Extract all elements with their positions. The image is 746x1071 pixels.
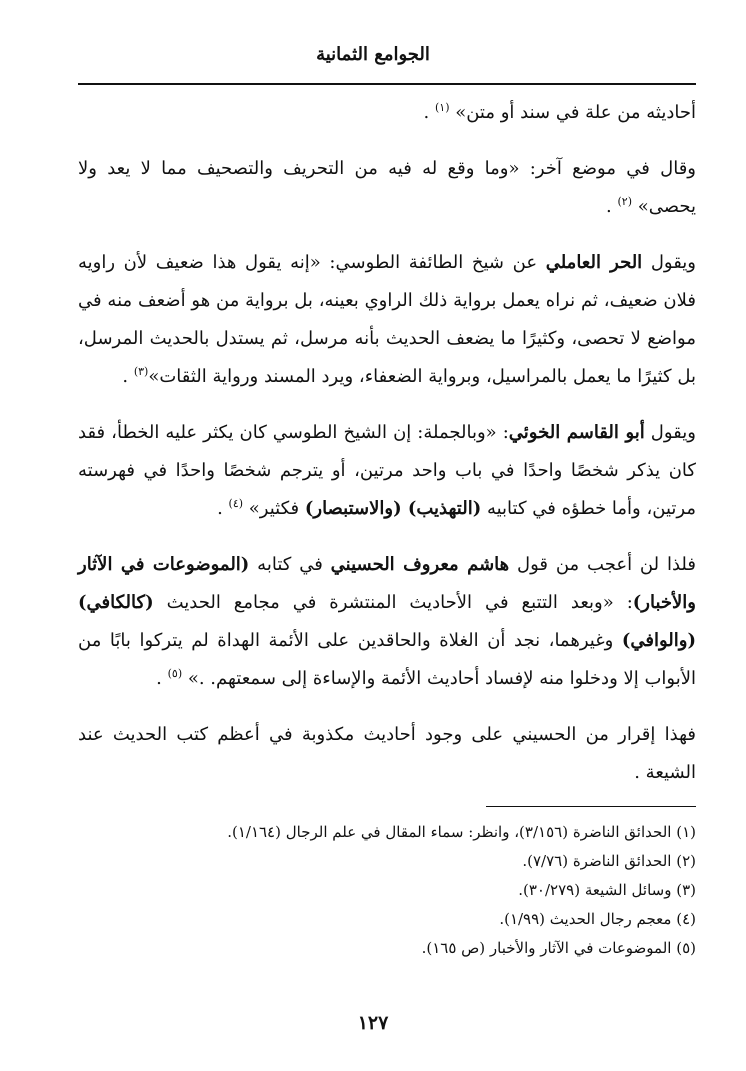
text-segment: ويقول: [642, 252, 696, 273]
text-segment: أحاديثه من علة في سند أو متن»: [449, 102, 696, 123]
book-title: (الموضوعات في الآثار والأخبار): [78, 554, 696, 613]
text-segment: فلذا لن أعجب من قول: [509, 554, 696, 575]
footnotes: [136, 818, 696, 963]
paragraph-6: [78, 716, 696, 792]
footnote-ref-3[interactable]: (٣): [133, 365, 149, 378]
footnote-ref-5[interactable]: (٥): [167, 667, 183, 680]
book-titles: (التهذيب) (والاستبصار): [304, 498, 482, 519]
author-name-hashim: هاشم معروف الحسيني: [330, 554, 510, 575]
footnote-3: (٣) وسائل الشيعة (٣٠/٢٧٩).: [518, 881, 696, 899]
text-segment: وقال في موضع آخر: «وما وقع له فيه من التحريف والتصحيف مما لا يعد ولا يحصى»: [78, 158, 696, 217]
text-segment: في كتابه: [249, 554, 331, 575]
paragraph-5: [78, 546, 696, 698]
paragraph-3: [78, 244, 696, 396]
footnote-separator: [486, 806, 696, 807]
footnote-ref-1[interactable]: (١): [434, 101, 450, 114]
text-segment: .: [217, 498, 229, 519]
quote-text: : «وبعد التتبع في الأحاديث المنتشرة في مجامع الحديث: [153, 592, 633, 613]
text-segment: ويقول: [644, 422, 696, 443]
text-segment: .: [423, 102, 435, 123]
page-number: ١٢٧: [357, 1012, 389, 1034]
quote-text: وغيرهما، نجد أن الغلاة والحاقدين على الأئمة الهداة لم يتركوا بابًا من الأبواب إلا ودخلوا منه لإفساد أحاديث الأئمة والإساءة إلى سمعتهم. .»: [78, 630, 696, 689]
text-segment: فهذا إقرار من الحسيني على وجود أحاديث مكذوبة في أعظم كتب الحديث عند الشيعة .: [78, 724, 696, 783]
text-segment: .: [122, 366, 134, 387]
text-segment: .: [156, 668, 168, 689]
quote-text: عن شيخ الطائفة الطوسي: «إنه يقول هذا ضعيف لأن راويه فلان ضعيف، ثم نراه يعمل برواية ذلك الراوي بعينه، بل برواية من هو أضعف منه في مواضع لا تحصى، وكثيرًا ما يضعف الحديث بأنه مرسل، ثم يستدل بالحديث المرسل، بل كثيرًا ما يعمل بالمراسيل، وبرواية الضعفاء، ويرد المسند ورواية الثقات»: [78, 252, 696, 387]
paragraph-2: [78, 150, 696, 226]
footnote-1: (١) الحدائق الناضرة (٣/١٥٦)، وانظر: سماء المقال في علم الرجال (١/١٦٤).: [227, 823, 696, 841]
footnote-ref-2[interactable]: (٢): [617, 195, 633, 208]
running-header: الجوامع الثمانية: [316, 44, 430, 65]
footnote-5: (٥) الموضوعات في الآثار والأخبار (ص ١٦٥).: [421, 939, 696, 957]
author-name-khoei: أبو القاسم الخوئي: [508, 422, 645, 443]
author-name-hurr-amili: الحر العاملي: [545, 252, 643, 273]
footnote-ref-4[interactable]: (٤): [228, 497, 244, 510]
header-rule: [78, 83, 696, 85]
text-segment: .: [606, 196, 618, 217]
quote-text: : «وبالجملة: إن الشيخ الطوسي كان يكثر عليه الخطأ، فقد كان يذكر شخصًا واحدًا في باب واحد مرتين، أو يترجم شخصًا واحدًا في فهرسته مرتين، وأما خطؤه في كتابيه: [78, 422, 696, 519]
footnote-2: (٢) الحدائق الناضرة (٧/٧٦).: [522, 852, 696, 870]
text-segment: فكثير»: [243, 498, 305, 519]
book-titles: (كالكافي) (والوافي): [78, 592, 696, 651]
footnote-4: (٤) معجم رجال الحديث (١/٩٩).: [499, 910, 696, 928]
main-text: [78, 94, 696, 810]
paragraph-4: [78, 414, 696, 528]
paragraph-1: [78, 94, 696, 132]
